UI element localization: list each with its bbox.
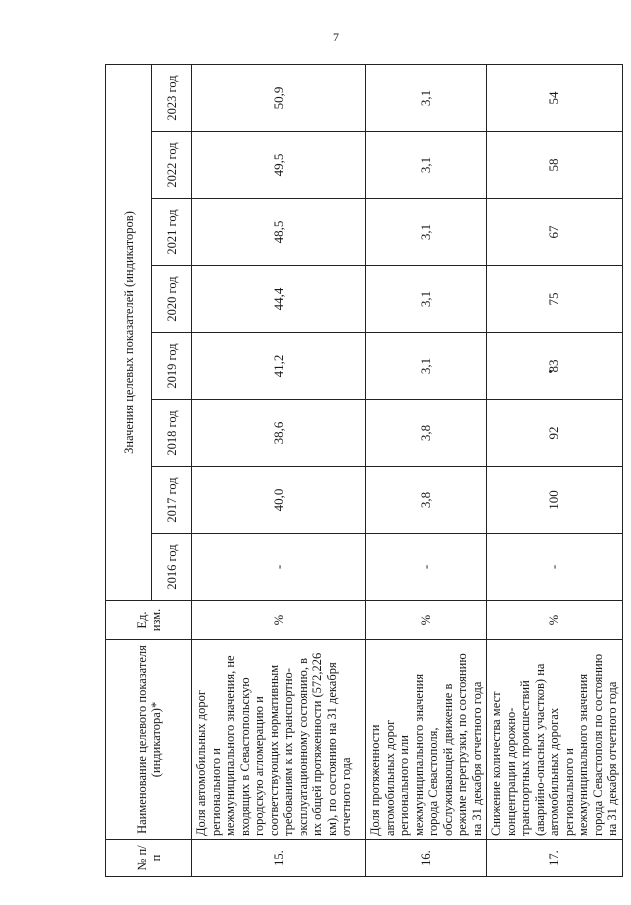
row-value: 75 [487, 266, 623, 333]
row-value: 100 [487, 467, 623, 534]
row-name: Снижение количества мест концентрации дорожно-транспортных происшествий (аварийно-опасных участков) на автомобильных дорогах регионального и межмуниципального значения города Севастополя по состоянию на 31 декабря отчетного года [487, 640, 623, 840]
header-unit: Ед. изм. [106, 601, 192, 640]
row-value: - [366, 534, 487, 601]
header-year: 2018 год [152, 400, 192, 467]
row-value: 50,9 [192, 65, 366, 132]
row-value: 38,6 [192, 400, 366, 467]
row-value: 41,2 [192, 333, 366, 400]
header-name: Наименование целевого показателя (индикатора)* [106, 640, 192, 840]
header-year: 2021 год [152, 199, 192, 266]
header-year: 2023 год [152, 65, 192, 132]
row-value: 3,1 [366, 266, 487, 333]
row-name: Доля автомобильных дорог регионального и межмуниципального значения, не входящих в Севастопольскую городскую агломерацию и соответствующих нормативным требованиям к их транспортно-эксплуатационному состоянию, в их общей протяженности (572,226 км), по состоянию на 31 декабря отчетного года [192, 640, 366, 840]
header-year: 2019 год [152, 333, 192, 400]
page-number: 7 [333, 30, 339, 44]
indicators-table [105, 64, 623, 877]
row-value: 3,1 [366, 333, 487, 400]
row-unit: % [366, 601, 487, 640]
row-value: 3,1 [366, 132, 487, 199]
header-year: 2022 год [152, 132, 192, 199]
row-value: 3,1 [366, 65, 487, 132]
row-value: 67 [487, 199, 623, 266]
row-unit: % [192, 601, 366, 640]
rotated-table-wrapper [105, 65, 619, 877]
row-value: 40,0 [192, 467, 366, 534]
table-row [192, 65, 366, 877]
row-value: 3,1 [366, 199, 487, 266]
row-value: 58 [487, 132, 623, 199]
row-value: 3,8 [366, 467, 487, 534]
row-value: 48,5 [192, 199, 366, 266]
row-value: 54 [487, 65, 623, 132]
row-value: 92 [487, 400, 623, 467]
header-year: 2017 год [152, 467, 192, 534]
row-value: 3,8 [366, 400, 487, 467]
row-unit: % [487, 601, 623, 640]
row-value: 49,5 [192, 132, 366, 199]
row-num: 15. [192, 840, 366, 877]
header-year: 2020 год [152, 266, 192, 333]
header-values-group: Значения целевых показателей (индикаторов) [106, 65, 152, 601]
row-value: - [192, 534, 366, 601]
row-value: 83 [487, 333, 623, 400]
row-name: Доля протяженности автомобильных дорог регионального или межмуниципального значения города Севастополя, обслуживающей движение в режиме перегрузки, по состоянию на 31 декабря отчетного года [366, 640, 487, 840]
header-num: № п/п [106, 840, 192, 877]
header-year: 2016 год [152, 534, 192, 601]
row-num: 17. [487, 840, 623, 877]
row-value: 44,4 [192, 266, 366, 333]
row-value: - [487, 534, 623, 601]
table-row [487, 65, 623, 877]
table-row [366, 65, 487, 877]
row-num: 16. [366, 840, 487, 877]
